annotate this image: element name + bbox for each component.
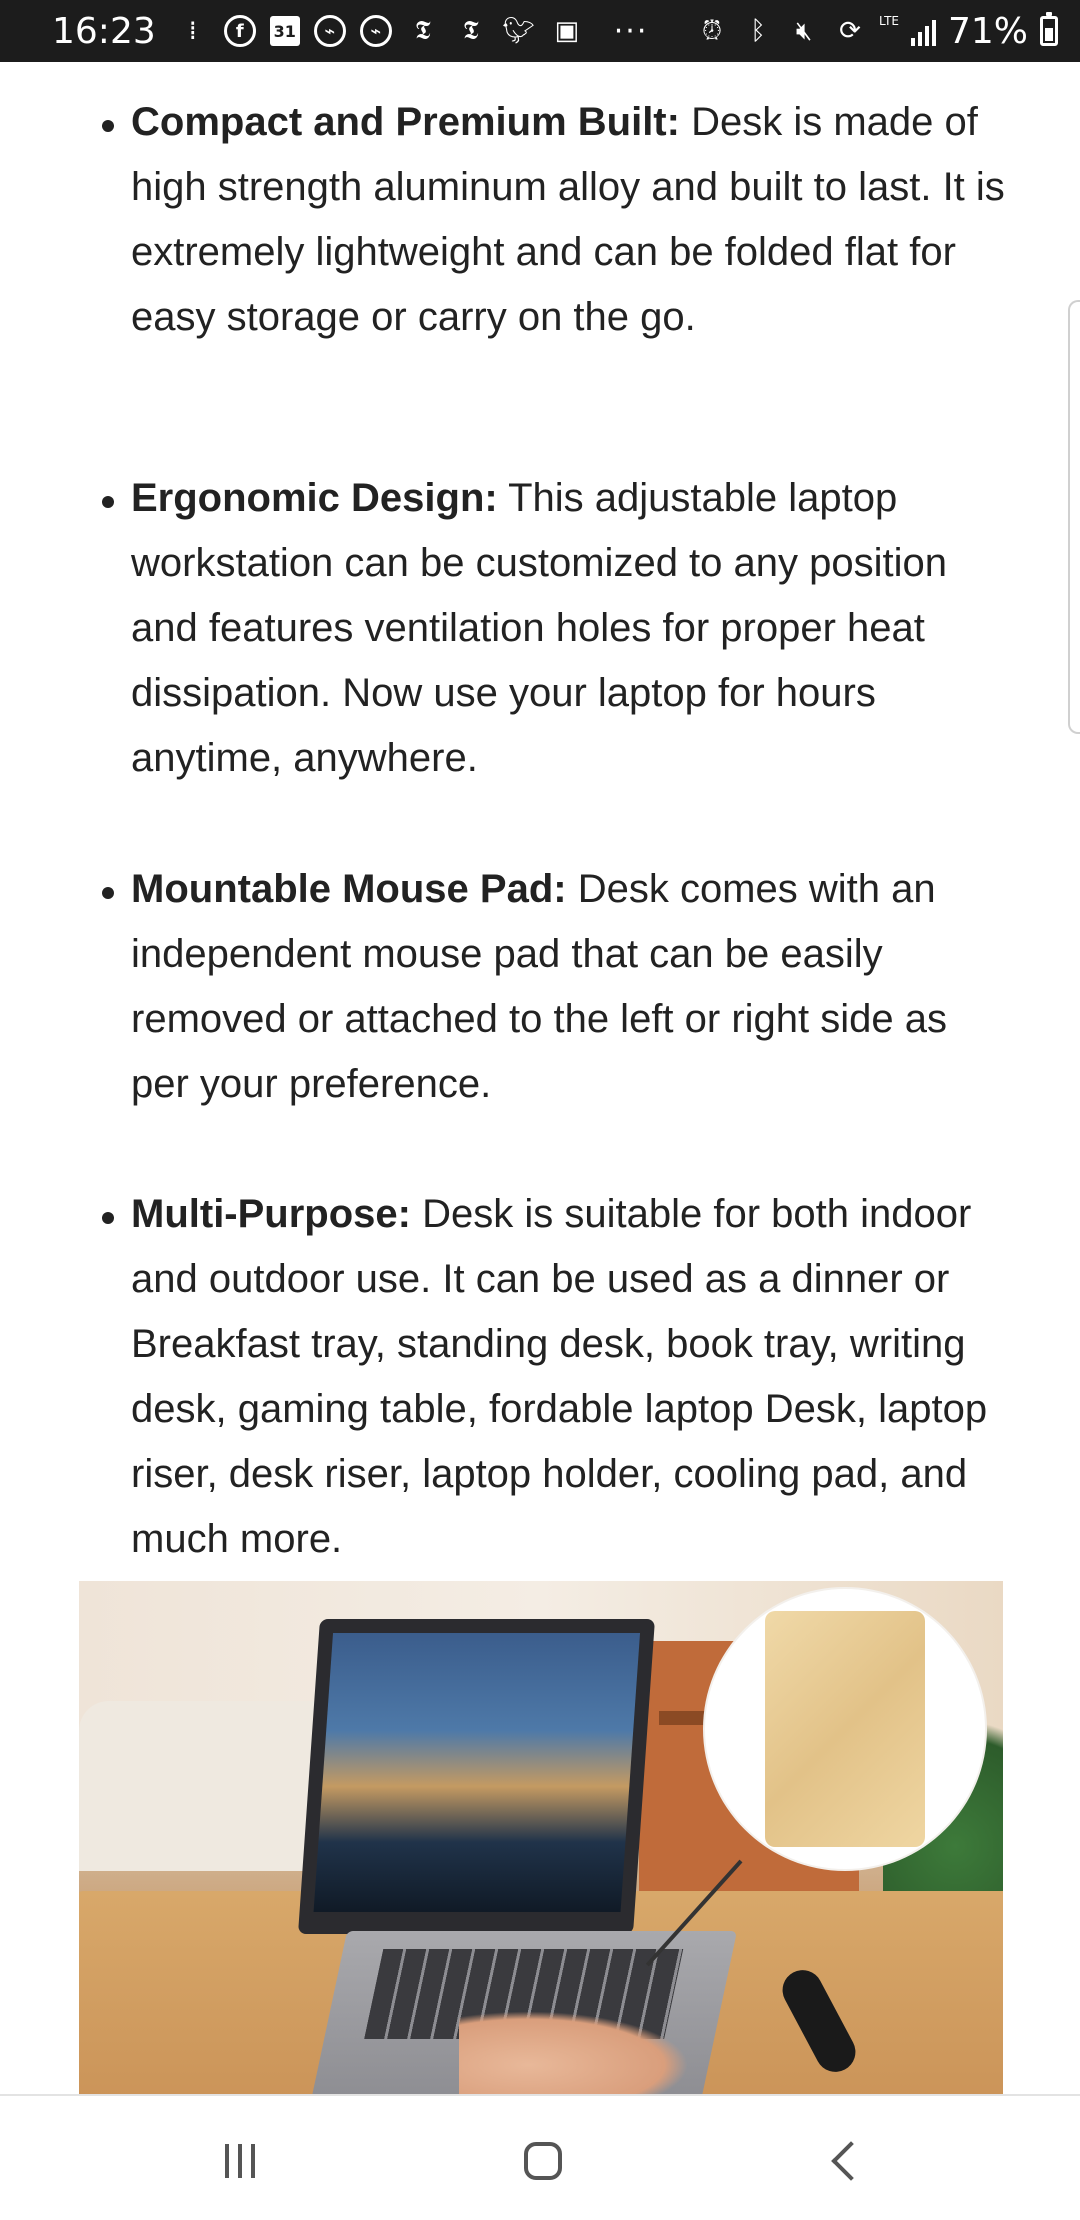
product-image[interactable] (79, 1581, 1003, 2094)
twitter-icon: 🐦︎ (502, 16, 536, 46)
mouse-pad-callout (705, 1589, 985, 1869)
bluetooth-icon: ᛒ (750, 16, 766, 46)
battery-percent: 71% (947, 10, 1028, 52)
recents-button[interactable] (200, 2126, 280, 2196)
status-time: 16:23 (52, 10, 156, 52)
notification-icons (176, 14, 649, 49)
network-type: LTE (879, 14, 899, 28)
wifi-calling-icon: ⟳ (839, 16, 861, 46)
feature-text: Desk is made of high strength aluminum alloy and built to last. It is extremely lightweight and can be folded flat for easy storage or carry on the go. (131, 100, 1005, 339)
status-bar (0, 0, 1080, 62)
hands (459, 2011, 689, 2094)
feature-item-multi-purpose (131, 1182, 1011, 1572)
system-icons (695, 11, 1058, 52)
home-icon (524, 2142, 562, 2180)
messenger-icon: ⌁ (360, 15, 392, 47)
alarm-icon: ⏰︎ (701, 15, 723, 46)
navigation-bar (0, 2094, 1080, 2220)
messenger-icon: ⌁ (314, 15, 346, 47)
scroll-indicator[interactable] (1068, 300, 1080, 734)
feature-text: This adjustable laptop workstation can be customized to any position and features ventilation holes for proper heat dissipation. Now use your laptop for hours anytime, anywhere. (131, 476, 947, 780)
signal-icon (911, 16, 936, 46)
feature-item-compact (131, 90, 1011, 350)
feature-title: Compact and Premium Built: (131, 100, 680, 144)
gallery-icon: ▣ (554, 16, 580, 46)
feature-title: Ergonomic Design: (131, 476, 498, 520)
back-icon (831, 2141, 871, 2181)
battery-fill (1045, 28, 1053, 41)
battery-icon (1040, 16, 1058, 46)
mute-icon: 🔇︎ (795, 15, 813, 46)
home-button[interactable] (503, 2126, 583, 2196)
mouse-pad (765, 1611, 925, 1847)
feature-item-mouse-pad (131, 857, 1011, 1117)
recents-icon (225, 2144, 255, 2178)
back-button[interactable] (806, 2126, 886, 2196)
nyt-icon: 𝕿 (414, 15, 431, 46)
laptop-screen (298, 1619, 655, 1934)
laptop-wallpaper (314, 1633, 641, 1912)
calendar-icon: 31 (270, 16, 300, 46)
more-notifications-icon: ··· (613, 13, 649, 49)
feature-item-ergonomic (131, 466, 1011, 791)
nyt-icon: 𝕿 (462, 15, 479, 46)
feature-title: Multi-Purpose: (131, 1192, 411, 1236)
feature-title: Mountable Mouse Pad: (131, 867, 567, 911)
podcasts-icon: ⁞ (188, 16, 197, 46)
feature-text: Desk comes with an independent mouse pad that can be easily removed or attached to the left or right side as per your preference. (131, 867, 947, 1106)
feature-text: Desk is suitable for both indoor and outdoor use. It can be used as a dinner or Breakfast tray, standing desk, book tray, writing desk, gaming table, fordable laptop Desk, laptop riser, desk riser, laptop holder, cooling pad, and much more. (131, 1192, 988, 1561)
facebook-icon: f (224, 15, 256, 47)
